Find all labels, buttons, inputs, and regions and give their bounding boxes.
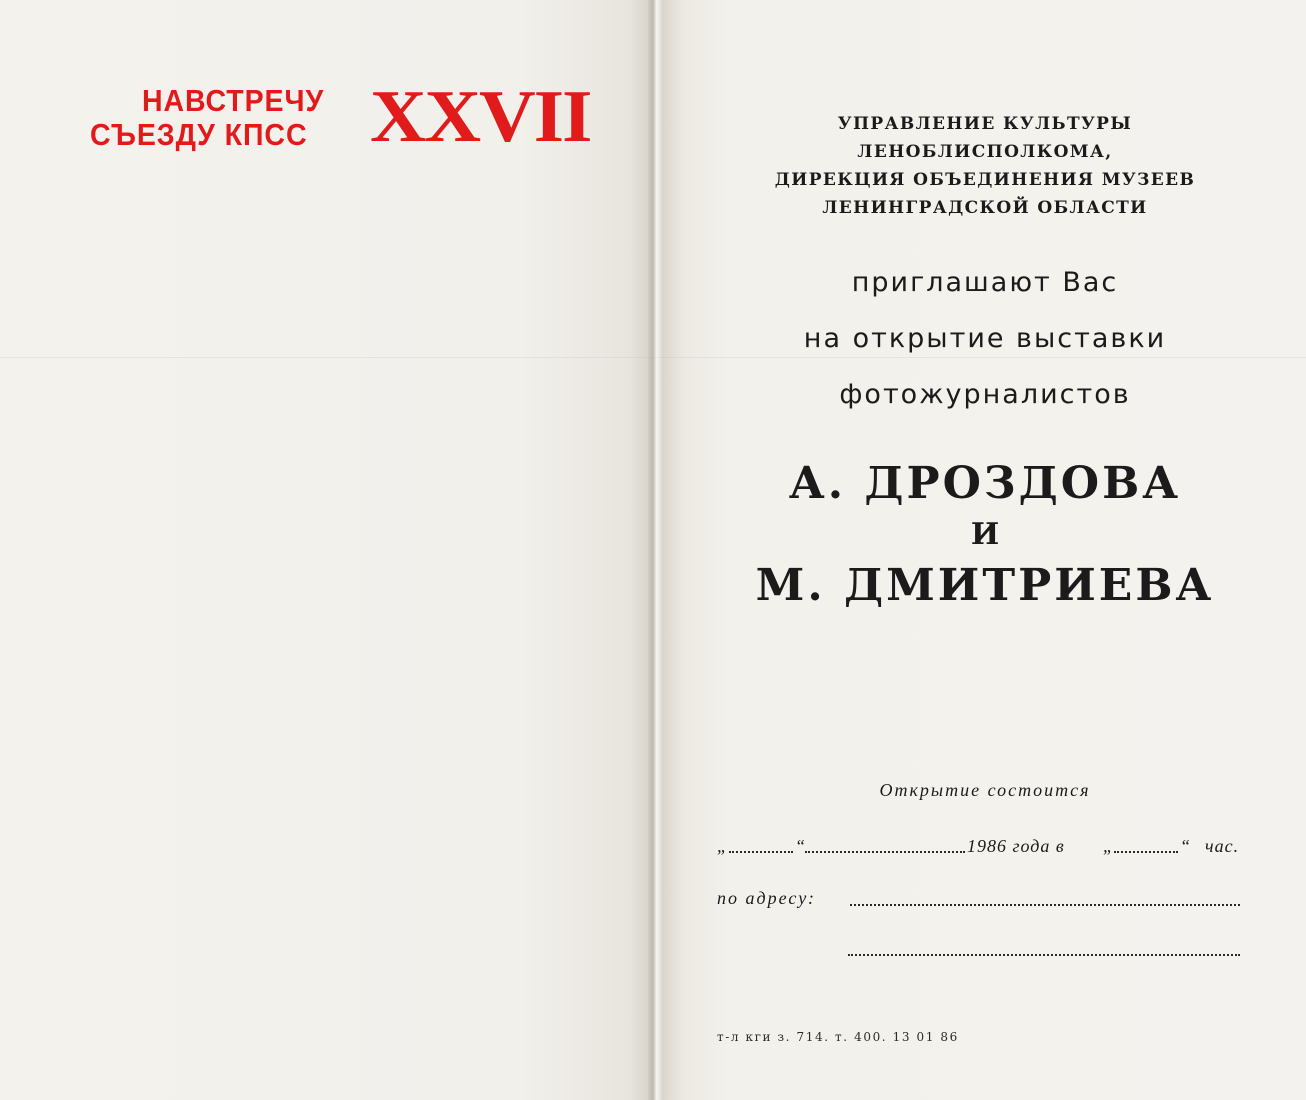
month-blank (805, 851, 965, 853)
invitation-line: приглашают Вас (851, 267, 1119, 298)
names-conjunction: И (970, 517, 1000, 552)
organizer-line: ЛЕНОБЛИСПОЛКОМА, (857, 142, 1113, 162)
address-label: по адресу: (717, 888, 816, 908)
hour-close-quote: “ (1180, 836, 1191, 856)
day-open-quote: „ (717, 836, 728, 856)
year-text: 1986 года в (967, 836, 1065, 856)
left-page (0, 0, 648, 1100)
slogan (90, 76, 591, 158)
slogan-line-2: СЪЕЗДУ КПСС (90, 117, 308, 152)
hour-blank (1114, 851, 1178, 853)
day-close-quote: “ (795, 836, 806, 856)
center-fold (648, 0, 664, 1100)
photographer-names (664, 455, 1306, 615)
congress-number: XXVII (370, 76, 591, 158)
organizer-line: УПРАВЛЕНИЕ КУЛЬТУРЫ (837, 114, 1133, 134)
hour-label: час. (1205, 836, 1240, 856)
invitation-text (664, 255, 1306, 423)
address-blank-line-2 (848, 954, 1240, 956)
organizers-block (664, 110, 1306, 222)
invitation-line: на открытие выставки (803, 323, 1167, 354)
day-blank (729, 851, 793, 853)
organizer-line: ЛЕНИНГРАДСКОЙ ОБЛАСТИ (822, 198, 1148, 218)
invitation-line: фотожурналистов (839, 379, 1131, 410)
address-blank-line-1 (850, 904, 1240, 906)
print-code: т-л кги з. 714. т. 400. 13 01 86 (717, 1030, 959, 1044)
hour-open-quote: „ (1103, 836, 1114, 856)
photographer-name-first: А. ДРОЗДОВА (788, 458, 1182, 509)
opening-heading: Открытие состоится (879, 780, 1091, 800)
opening-date-row (717, 836, 1247, 860)
photographer-name-second: М. ДМИТРИЕВА (755, 560, 1215, 611)
organizer-line: ДИРЕКЦИЯ ОБЪЕДИНЕНИЯ МУЗЕЕВ (774, 170, 1196, 190)
slogan-line-1: НАВСТРЕЧУ (142, 83, 325, 118)
